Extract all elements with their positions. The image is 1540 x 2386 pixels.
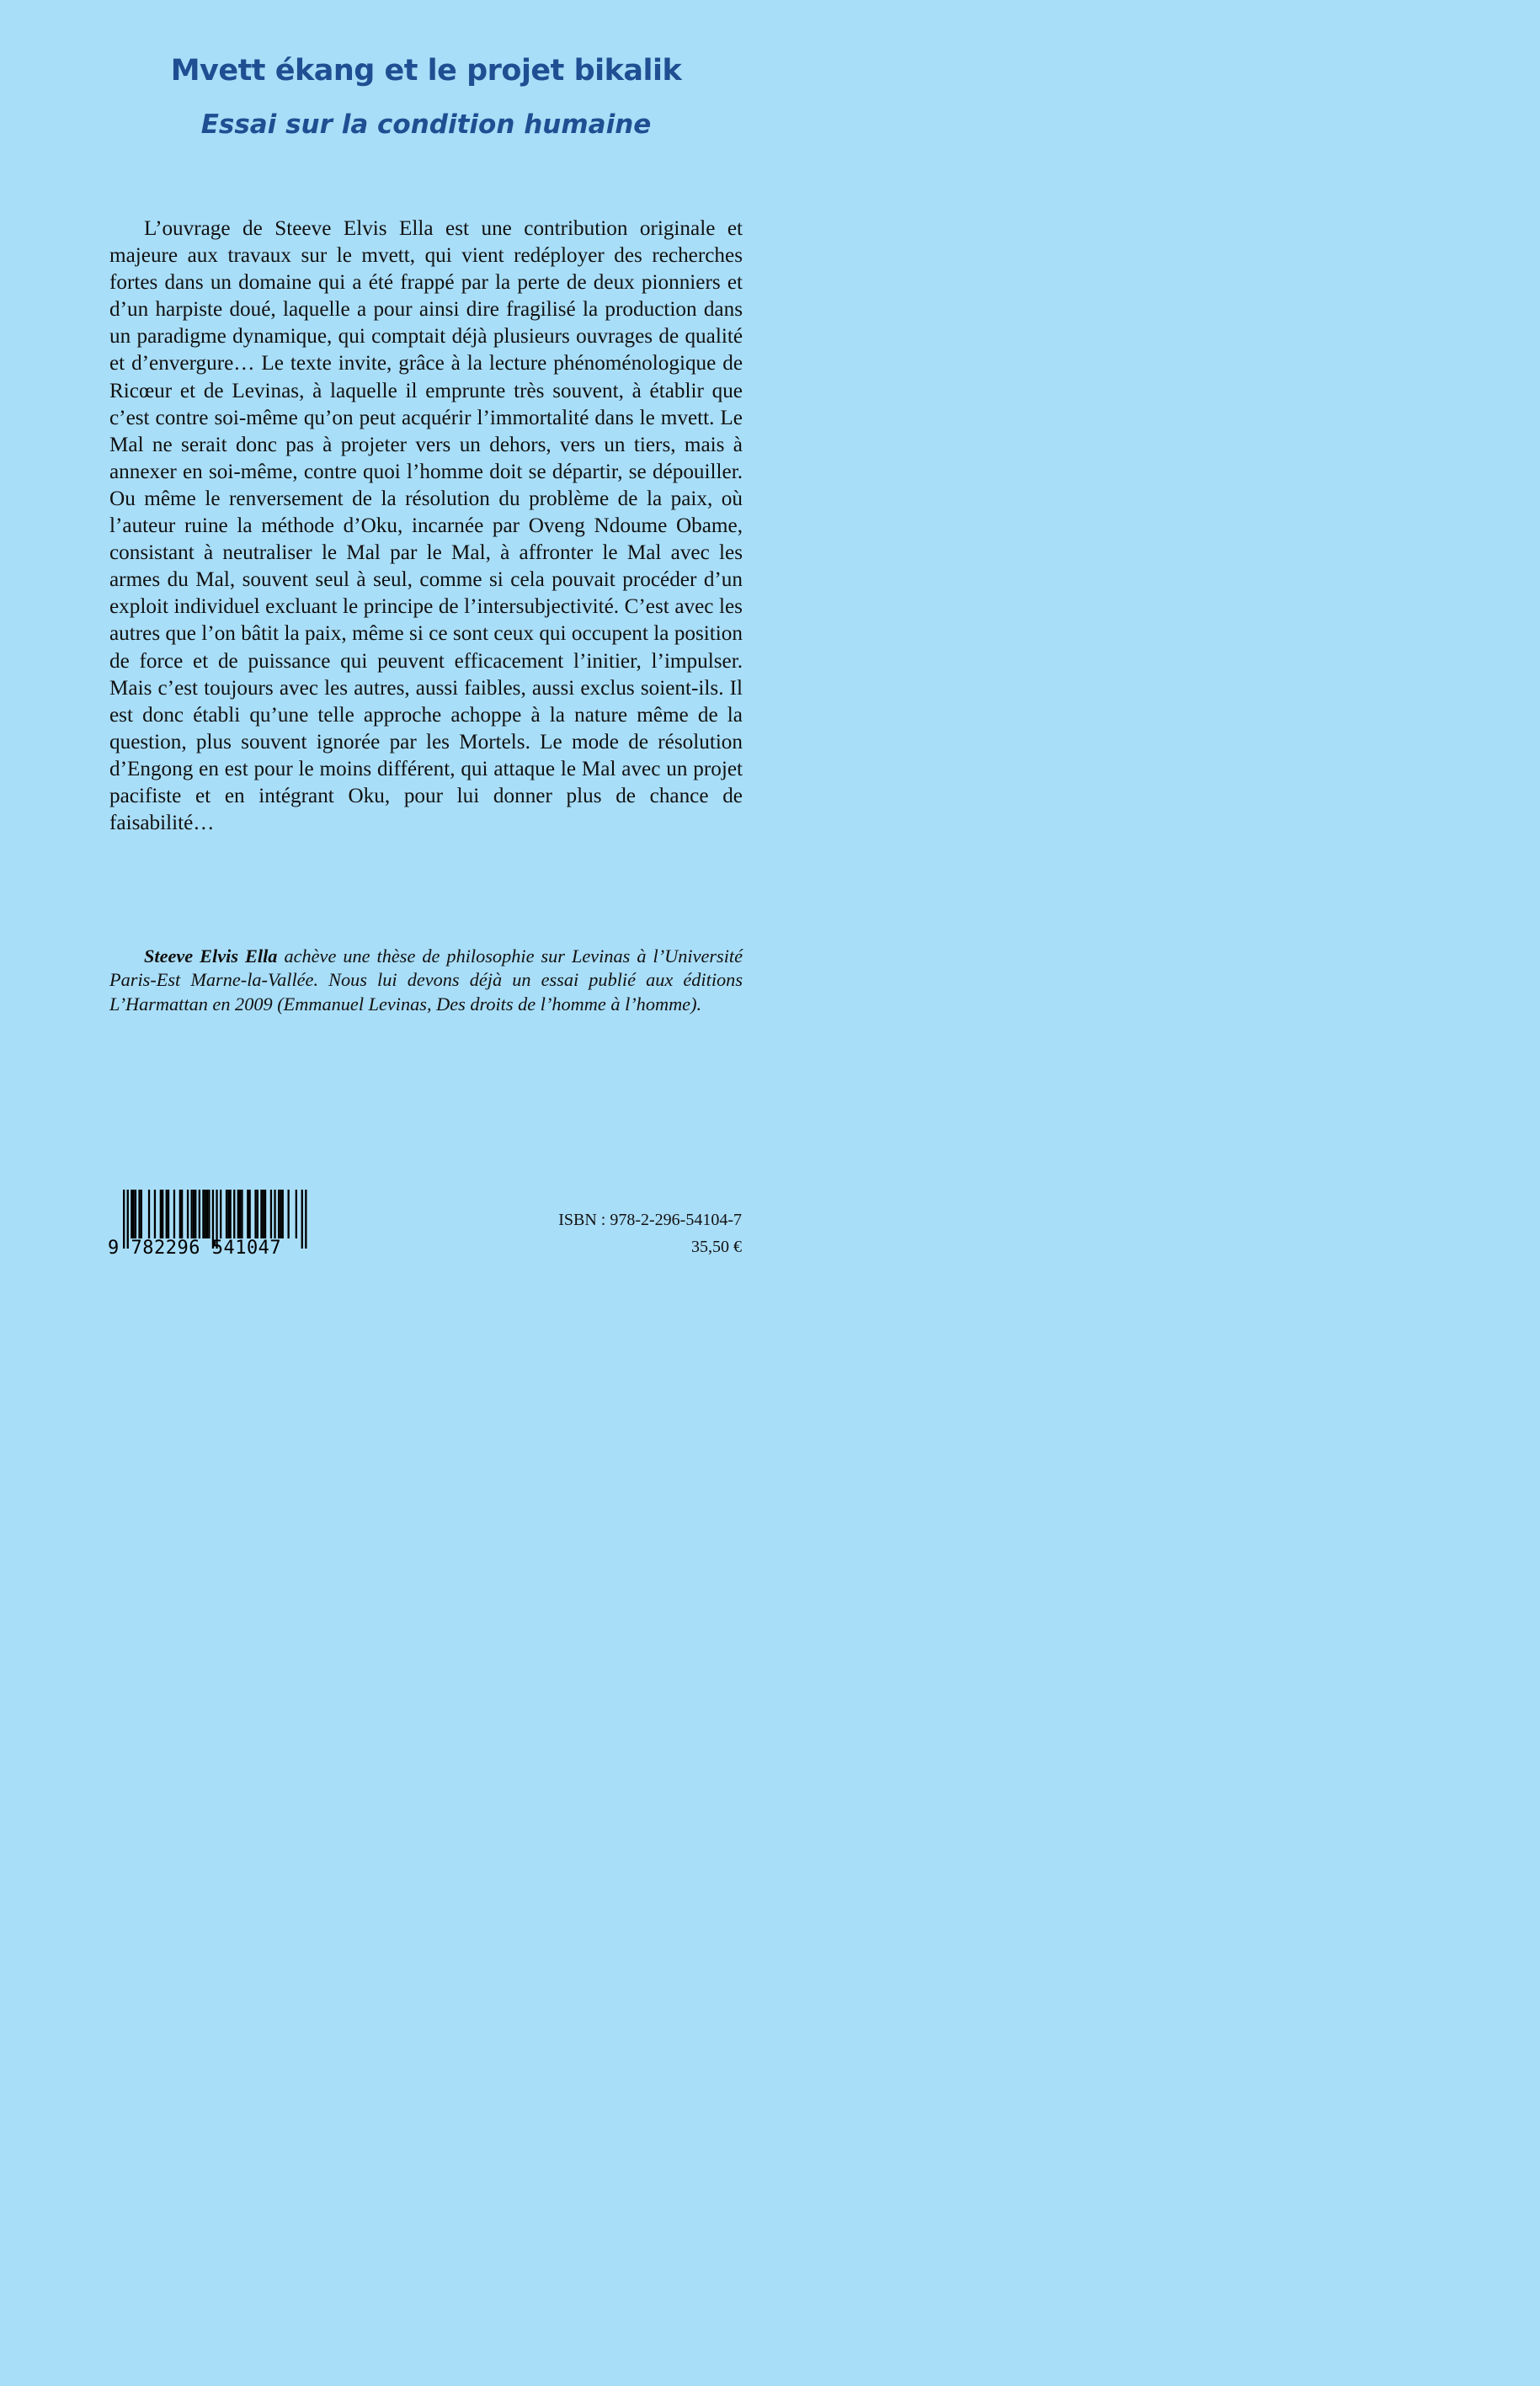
- barcode-bar: [254, 1190, 256, 1238]
- summary-paragraph: L’ouvrage de Steeve Elvis Ella est une contribution originale et majeure aux travaux sur le mvett, qui vient redéployer des recherches fortes dans un domaine qui a été frappé par la perte de deux pionniers et d’un harpiste doué, laquelle a pour ainsi dire fragilisé la production dans un paradigme dynamique, qui comptait déjà plusieurs ouvrages de qualité et d’envergure… Le texte invite, grâce à la lecture phénoménologique de Ricœur et de Levinas, à laquelle il emprunte très souvent, à établir que c’est contre soi-même qu’on peut acquérir l’immortalité dans le mvett. Le Mal ne serait donc pas à projeter vers un dehors, vers un tiers, mais à annexer en soi-même, contre quoi l’homme doit se départir, se dépouiller. Ou même le renversement de la résolution du problème de la paix, où l’auteur ruine la méthode d’Oku, incarnée par Oveng Ndoume Obame, consistant à neutraliser le Mal par le Mal, à affronter le Mal avec les armes du Mal, souvent seul à seul, comme si cela pouvait procéder d’un exploit individuel excluant le principe de l’intersubjectivité. C’est avec les autres que l’on bâtit la paix, même si ce sont ceux qui occupent la position de force et de puissance qui peuvent efficacement l’initier, l’impulser. Mais c’est toujours avec les autres, aussi faibles, aussi exclus soient-ils. Il est donc établi qu’une telle approche achoppe à la nature même de la question, plus souvent ignorée par les Mortels. Le mode de résolution d’Engong en est pour le moins différent, qui attaque le Mal avec un projet pacifiste et en intégrant Oku, pour lui donner plus de chance de faisabilité…: [109, 217, 743, 835]
- barcode-bar: [191, 1190, 193, 1238]
- barcode-bar: [263, 1190, 264, 1238]
- barcode-bar: [230, 1190, 232, 1238]
- barcode-bar: [141, 1190, 142, 1238]
- barcode-bar: [138, 1190, 140, 1238]
- barcode-bar: [206, 1190, 208, 1238]
- barcode-bar: [208, 1190, 210, 1238]
- barcode-bar: [274, 1190, 275, 1238]
- barcode-bar: [179, 1190, 181, 1238]
- barcode-bar: [154, 1190, 156, 1238]
- barcode-bar: [131, 1190, 132, 1238]
- author-name: Steeve Elvis Ella: [144, 945, 278, 967]
- barcode-bar: [181, 1190, 183, 1238]
- barcode-bar: [249, 1190, 251, 1238]
- book-title: Mvett ékang et le projet bikalik: [170, 54, 682, 88]
- barcode-digits: 9 782296 541047: [108, 1238, 282, 1259]
- barcode-bar: [282, 1190, 284, 1238]
- barcode-bar: [193, 1190, 194, 1238]
- barcode-bar: [239, 1190, 241, 1238]
- barcode-bar: [241, 1190, 242, 1238]
- barcode-bar: [135, 1190, 136, 1238]
- barcode-bar: [226, 1190, 227, 1238]
- barcode-bar: [202, 1190, 204, 1238]
- isbn: ISBN : 978-2-296-54104-7: [558, 1211, 742, 1229]
- book-subtitle: Essai sur la condition humaine: [200, 109, 652, 140]
- barcode-bar: [237, 1190, 239, 1238]
- barcode-bar: [162, 1190, 163, 1238]
- author-bio: [109, 945, 743, 1016]
- barcode-bar: [166, 1190, 168, 1238]
- barcode-bar: [220, 1190, 221, 1238]
- barcode-bar: [257, 1190, 258, 1238]
- barcode-bar: [160, 1190, 162, 1238]
- barcode-bar: [148, 1190, 150, 1238]
- barcode-bar: [270, 1190, 272, 1238]
- barcode-bar: [173, 1190, 175, 1238]
- barcode-bar: [205, 1190, 206, 1238]
- barcode-bar: [296, 1190, 297, 1238]
- barcode-bar: [264, 1190, 266, 1238]
- barcode-bar: [233, 1190, 235, 1238]
- barcode-bar: [133, 1190, 135, 1238]
- barcode-bar: [280, 1190, 281, 1238]
- author-bio-text: achève une thèse de philosophie sur Levinas à l’Université Paris-Est Marne-la-Vallée. Nous lui devons déjà un essai publié aux éditions L’Harmattan en 2009 (Emmanuel Levinas, Des droits de l’homme à l’homme).: [109, 945, 743, 1015]
- barcode-bar: [187, 1190, 189, 1238]
- barcode-bar: [168, 1190, 169, 1238]
- barcode-bar: [288, 1190, 290, 1238]
- barcode-bar: [227, 1190, 229, 1238]
- barcode-bar: [260, 1190, 262, 1238]
- barcode-bar: [194, 1190, 196, 1238]
- price: 35,50 €: [691, 1238, 742, 1256]
- barcode-bar: [278, 1190, 280, 1238]
- barcode-bar: [199, 1190, 200, 1238]
- barcode-bar: [247, 1190, 248, 1238]
